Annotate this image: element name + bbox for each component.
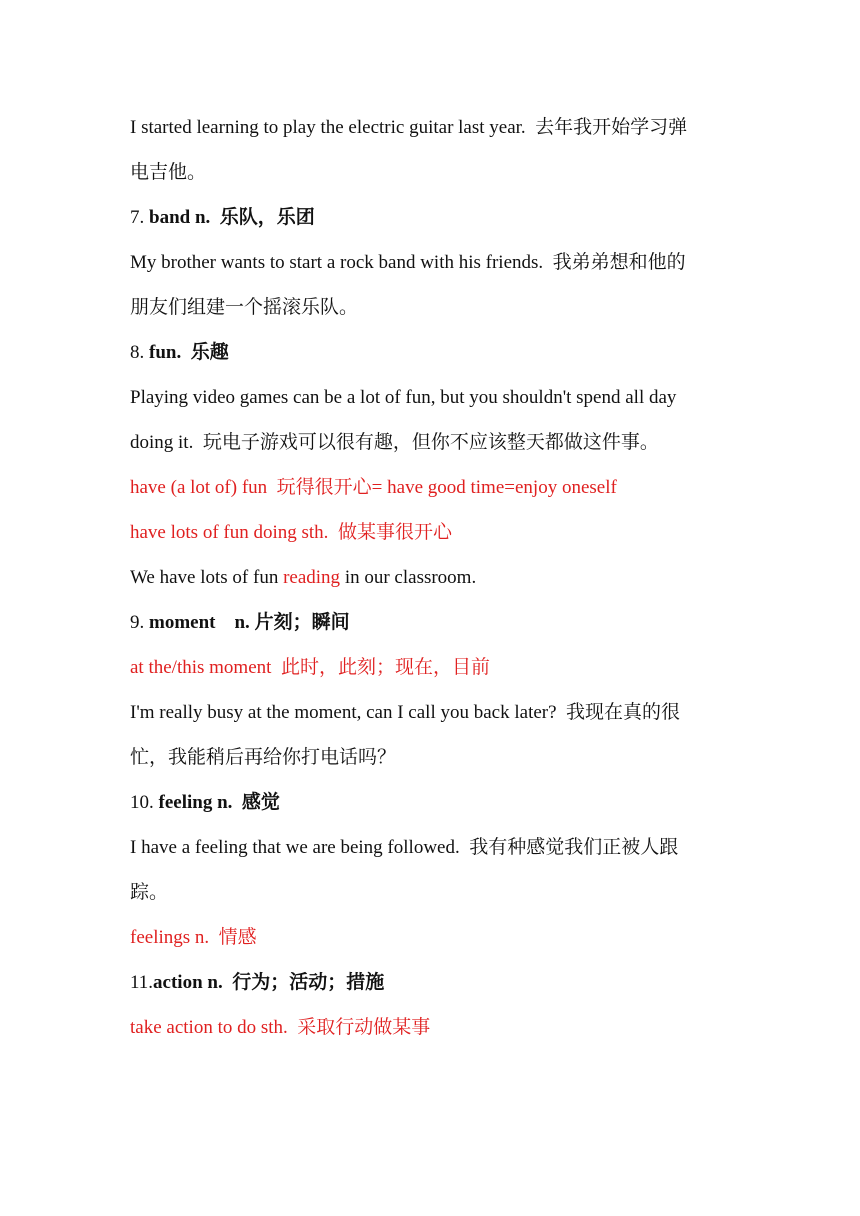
phrase-meaning: 采取行动做某事 (297, 1017, 431, 1038)
example-english: doing it. (130, 432, 194, 453)
entry-meaning: 乐趣 (190, 342, 229, 363)
example-english: I have a feeling that we are being followed. (130, 837, 460, 858)
example-chinese: 玩电子游戏可以很有趣，但你不应该整天都做这件事。 (202, 432, 659, 453)
example-sentence (130, 250, 750, 276)
example-english: I started learning to play the electric guitar last year. (130, 117, 526, 138)
entry-meaning: 乐队，乐团 (219, 207, 315, 228)
entry-pos: n. (234, 612, 250, 633)
phrase-meaning: 情感 (218, 927, 257, 948)
example-sentence-continued: 踪。 (130, 882, 169, 903)
entry-word: band n. (149, 207, 211, 228)
example-chinese: 我有种感觉我们正被人跟 (469, 837, 679, 858)
example-chinese: 我现在真的很 (566, 702, 681, 723)
phrase: have lots of fun doing sth. (130, 522, 329, 543)
entry-number: 8. (130, 342, 145, 363)
phrase-note (130, 925, 750, 951)
phrase-note (130, 655, 750, 681)
entry-number: 9. (130, 612, 145, 633)
example-sentence (130, 700, 750, 726)
phrase: feelings n. (130, 927, 210, 948)
example-sentence (130, 565, 750, 591)
phrase-meaning: 做某事很开心 (337, 522, 452, 543)
example-sentence: Playing video games can be a lot of fun, but you shouldn't spend all day (130, 387, 677, 408)
entry-number: 7. (130, 207, 145, 228)
phrase-note (130, 1015, 750, 1041)
example-sentence-continued: 电吉他。 (130, 162, 207, 183)
example-sentence-continued: 朋友们组建一个摇滚乐队。 (130, 297, 359, 318)
vocab-entry-moment (130, 610, 750, 636)
entry-number: 10. (130, 792, 154, 813)
phrase-meaning: 此时，此刻；现在，目前 (280, 657, 490, 678)
vocab-entry-feeling (130, 790, 750, 816)
entry-meaning: 行为；活动；措施 (232, 972, 385, 993)
highlighted-word: reading (283, 567, 341, 588)
phrase-note (130, 475, 750, 501)
vocab-entry-action (130, 970, 750, 996)
example-chinese: 去年我开始学习弹 (535, 117, 688, 138)
entry-number: 11. (130, 972, 154, 993)
phrase: take action to do sth. (130, 1017, 288, 1038)
example-english-start: We have lots of fun (130, 567, 279, 588)
example-chinese: 我弟弟想和他的 (552, 252, 686, 273)
entry-word: action n. (153, 972, 223, 993)
example-sentence (130, 835, 750, 861)
phrase: at the/this moment (130, 657, 272, 678)
example-english: My brother wants to start a rock band with his friends. (130, 252, 544, 273)
phrase: have (a lot of) fun (130, 477, 268, 498)
entry-meaning: 感觉 (241, 792, 280, 813)
entry-word: feeling n. (158, 792, 233, 813)
example-sentence-continued: 忙，我能稍后再给你打电话吗？ (130, 747, 397, 768)
entry-word: fun. (149, 342, 182, 363)
entry-word: moment (149, 612, 216, 633)
example-sentence (130, 115, 750, 141)
example-english-end: in our classroom. (344, 567, 477, 588)
vocab-entry-fun (130, 340, 750, 366)
example-english: I'm really busy at the moment, can I call you back later? (130, 702, 557, 723)
example-sentence-continued (130, 430, 750, 456)
entry-meaning: 片刻；瞬间 (254, 612, 350, 633)
vocab-entry-band (130, 205, 750, 231)
phrase-meaning: 玩得很开心= have good time=enjoy oneself (276, 477, 617, 498)
phrase-note (130, 520, 750, 546)
